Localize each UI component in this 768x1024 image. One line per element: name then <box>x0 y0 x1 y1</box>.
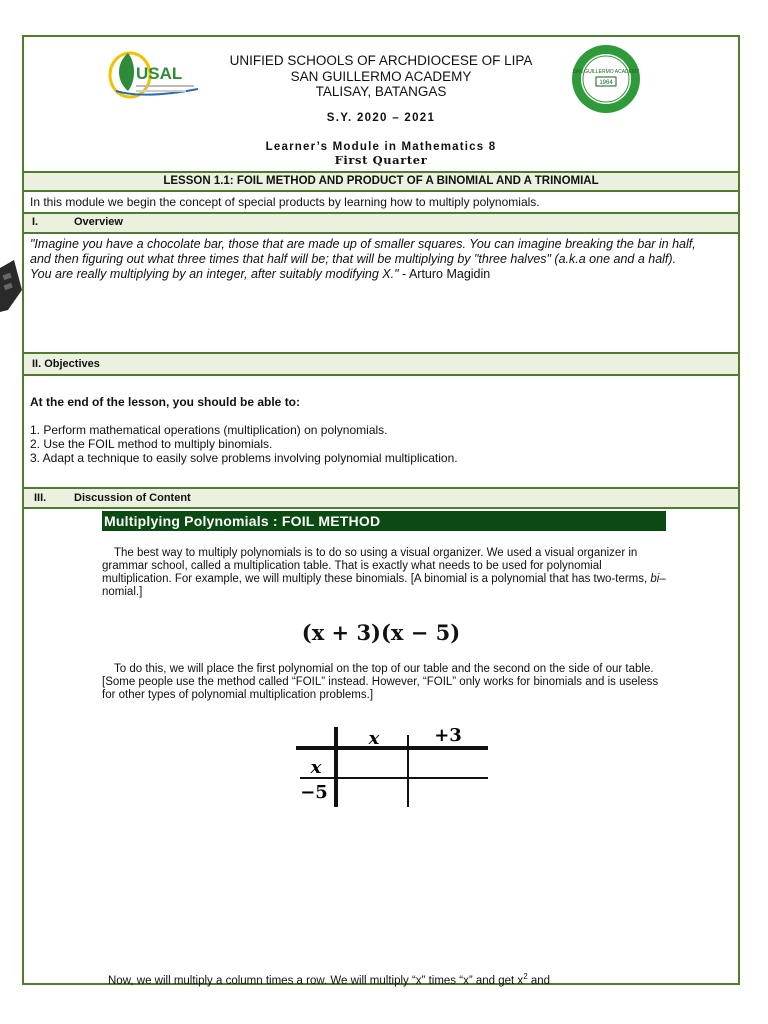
discussion-heading: Discussion of Content <box>74 492 191 504</box>
svg-text:USAL: USAL <box>136 64 183 83</box>
objectives-lead: At the end of the lesson, you should be able to: <box>30 395 301 409</box>
objectives-body <box>24 395 738 465</box>
module-title: Learner’s Module in Mathematics 8 <box>265 141 497 153</box>
lesson-title-band <box>24 171 738 192</box>
module-title-block <box>24 141 738 167</box>
module-header <box>24 37 738 171</box>
overview-quote <box>24 237 738 282</box>
school-year: S.Y. 2020 – 2021 <box>326 112 436 124</box>
school-line-1: UNIFIED SCHOOLS OF ARCHDIOCESE OF LIPA <box>229 53 533 68</box>
table-top-x: x <box>368 728 380 749</box>
calculator-image-fragment <box>0 250 22 320</box>
module-page-frame <box>22 35 740 985</box>
lesson-intro: In this module we begin the concept of special products by learning how to multiply polynomials. <box>24 194 738 214</box>
objective-item: 2. Use the FOIL method to multiply binomials. <box>30 437 273 451</box>
foil-method-banner: Multiplying Polynomials : FOIL METHOD <box>102 511 666 531</box>
overview-heading: Overview <box>74 216 123 228</box>
objectives-heading: II. Objectives <box>32 358 100 370</box>
table-side-minus5: −5 <box>300 782 328 803</box>
multiplication-table <box>292 721 492 811</box>
discussion-paragraph-2: To do this, we will place the first polynomial on the top of our table and the second on the side of our table. [Some people use the method called “FOIL” instead. However, “FOIL” only works for binomials and is useless for other types of polynomial multiplication problems.] <box>102 663 659 701</box>
binomial-expression: (x + 3)(x − 5) <box>301 620 461 645</box>
san-guillermo-seal <box>564 43 648 115</box>
discussion-paragraph-1: The best way to multiply polynomials is to do so using a visual organizer. We used a visual organizer in grammar school, called a multiplication table. That is exactly what needs to be used for polynomial multiplication. For example, we will multiply these binomials. [A binomial is a polynomial that has two-terms, bi–nomial.] <box>102 547 666 598</box>
quote-text: "Imagine you have a chocolate bar, those that are made up of smaller squares. You can imagine breaking the bar in half, and then figuring out what three times that half will be; that will be multiplying by "three halves" (a.k.a one and a half). You are really multiplying by an integer, after suitably modifying X." <box>30 237 696 281</box>
school-line-2: SAN GUILLERMO ACADEMY <box>290 68 472 84</box>
objective-item: 3. Adapt a technique to easily solve problems involving polynomial multiplication. <box>30 451 458 465</box>
discussion-band <box>24 487 738 509</box>
lesson-title: LESSON 1.1: FOIL METHOD AND PRODUCT OF A BINOMIAL AND A TRINOMIAL <box>163 175 599 187</box>
overview-number: I. <box>32 216 39 228</box>
quote-author: - Arturo Magidin <box>398 267 491 281</box>
objective-item: 1. Perform mathematical operations (multiplication) on polynomials. <box>30 423 388 437</box>
table-top-plus3: +3 <box>434 725 462 746</box>
table-side-x: x <box>310 757 322 778</box>
discussion-paragraph-3: Now, we will multiply a column times a row. We will multiply “x” times “x” and get $x^2$ and <box>108 972 551 987</box>
svg-text:1964: 1964 <box>599 80 613 86</box>
discussion-number: III. <box>34 492 47 504</box>
overview-band <box>24 214 738 234</box>
quarter-label: First Quarter <box>334 153 428 167</box>
objectives-band <box>24 352 738 376</box>
school-line-3: TALISAY, BATANGAS <box>315 84 447 99</box>
svg-text:SAN GUILLERMO ACADEMY: SAN GUILLERMO ACADEMY <box>572 69 640 75</box>
